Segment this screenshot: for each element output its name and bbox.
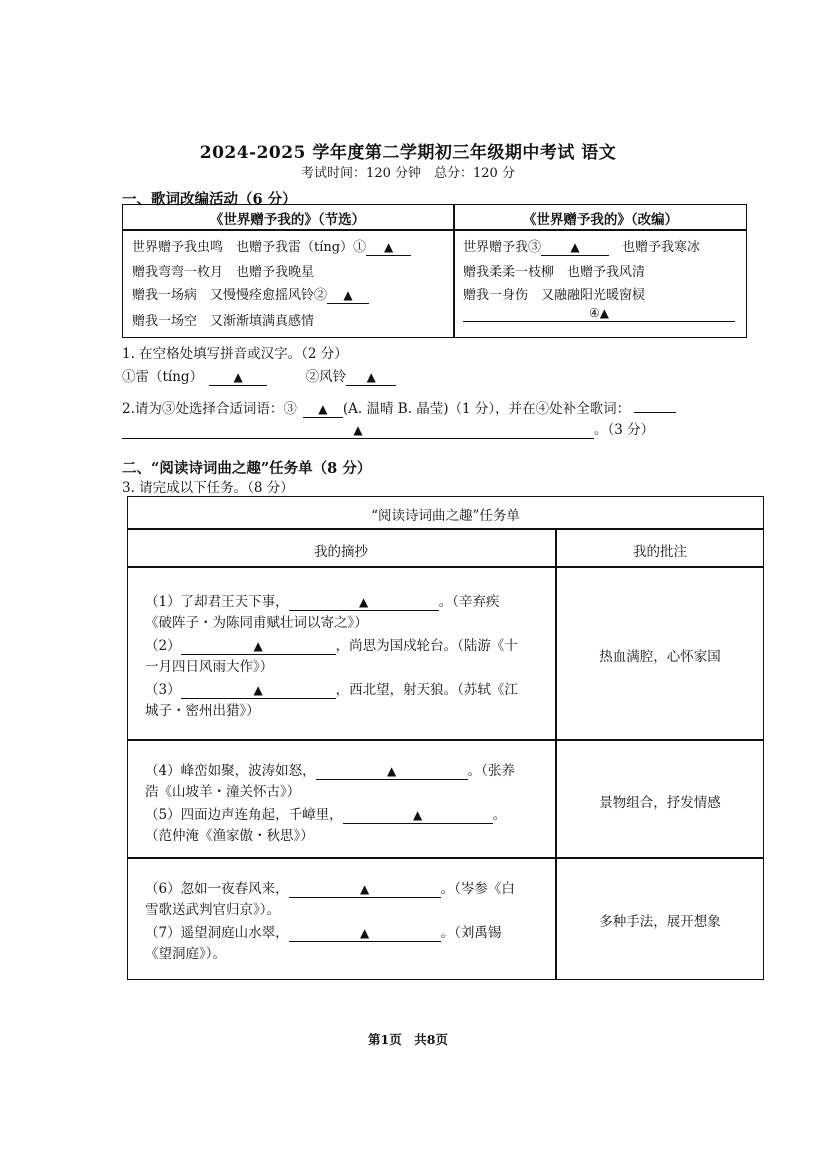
task-table-line — [127, 739, 764, 741]
question-2: 2.请为③处选择合适词语：③ ▲ (A. 温晴 B. 晶莹)（1 分），并在④处补全歌词： — [122, 396, 676, 418]
task-table-line — [127, 528, 764, 530]
left-lyric-line: 赠我一场空 又渐渐填满真感情 — [132, 314, 315, 329]
excerpt-cell: （4）峰峦如聚，波涛如怒， ▲ 。（张养 浩《山坡羊・潼关怀古》） （5）四面边声连角起，千嶂里， ▲ 。 （范仲淹《渔家傲・秋思》） — [145, 763, 515, 844]
blank-triangle: ④▲ — [589, 306, 609, 320]
note-cell: 热血满腔，心怀家国 — [599, 649, 721, 665]
blank-triangle: ▲ — [343, 288, 353, 302]
note-cell: 景物组合，抒发情感 — [599, 795, 721, 811]
page-number: 第1页 共8页 — [368, 1032, 448, 1047]
section1-heading: 一、歌词改编活动（6 分） — [122, 191, 297, 208]
right-lyric-line: 赠我一身伤 又融融阳光暖窗棂 — [463, 288, 646, 303]
question-2-answer-line: ▲ 。（3 分） — [122, 418, 654, 439]
left-lyric-line: 赠我一场病 又慢慢痊愈摇风铃② ▲ — [132, 284, 369, 304]
question-1: 1. 在空格处填写拼音或汉字。（2 分） — [122, 346, 348, 362]
right-lyric-line — [463, 305, 735, 322]
blank-triangle: ▲ — [412, 808, 423, 822]
right-lyric-line: 赠我柔柔一枝柳 也赠予我风清 — [463, 265, 646, 280]
left-lyric-line: 世界赠予我虫鸣 也赠予我雷（tíng）① ▲ — [132, 236, 411, 256]
blank-triangle: ▲ — [359, 882, 370, 896]
column-header-note: 我的批注 — [633, 544, 687, 560]
exam-subtitle: 考试时间：120 分钟 总分：120 分 — [301, 166, 515, 181]
excerpt-cell: （1）了却君王天下事， ▲ 。（辛弃疾 《破阵子・为陈同甫赋壮词以寄之》） （2） ▲ ，尚思为国戍轮台。（陆游《十 一月四日风雨大作》） （3） ▲ ，西北望，射天狼。（苏轼《江 城子・密州出猎》） — [145, 594, 518, 719]
excerpt-cell: （6）忽如一夜春风来， ▲ 。（岑参《白 雪歌送武判官归京》）。 （7）遥望洞庭山水翠， ▲ 。（刘禹锡 《望洞庭》）。 — [145, 881, 515, 962]
blank-triangle: ▲ — [570, 240, 580, 254]
blank-triangle: ▲ — [383, 240, 394, 254]
section2-heading: 二、“阅读诗词曲之趣”任务单（8 分） — [122, 460, 372, 477]
column-header-excerpt: 我的摘抄 — [314, 544, 368, 560]
blank-triangle: ▲ — [253, 683, 263, 697]
lyrics-header-line — [122, 229, 747, 231]
right-lyric-line: 世界赠予我③ ▲ 也赠予我寒冰 — [463, 240, 701, 255]
lyrics-left-header: 《世界赠予我的》（节选） — [209, 212, 366, 228]
exam-title: 2024-2025 学年度第二学期初三年级期中考试 语文 — [199, 143, 617, 163]
blank-triangle: ▲ — [353, 423, 363, 437]
blank-triangle: ▲ — [253, 639, 263, 653]
task-table-title: “阅读诗词曲之趣”任务单 — [371, 508, 520, 524]
blank-triangle: ▲ — [359, 926, 370, 940]
blank-triangle: ▲ — [318, 402, 328, 416]
blank-triangle: ▲ — [233, 370, 243, 384]
left-lyric-line: 赠我弯弯一枚月 也赠予我晚星 — [132, 265, 315, 280]
blank-triangle: ▲ — [358, 595, 369, 609]
question-1-blanks: ①雷（tíng） ▲ ②风铃 ▲ — [122, 365, 396, 386]
blank-triangle: ▲ — [366, 370, 376, 384]
question-3: 3. 请完成以下任务。（8 分） — [122, 480, 294, 496]
task-table-line — [127, 857, 764, 859]
note-cell: 多种手法，展开想象 — [599, 914, 721, 930]
blank-triangle: ▲ — [386, 764, 397, 778]
task-table-line — [127, 566, 764, 568]
lyrics-right-header: 《世界赠予我的》（改编） — [522, 212, 679, 228]
